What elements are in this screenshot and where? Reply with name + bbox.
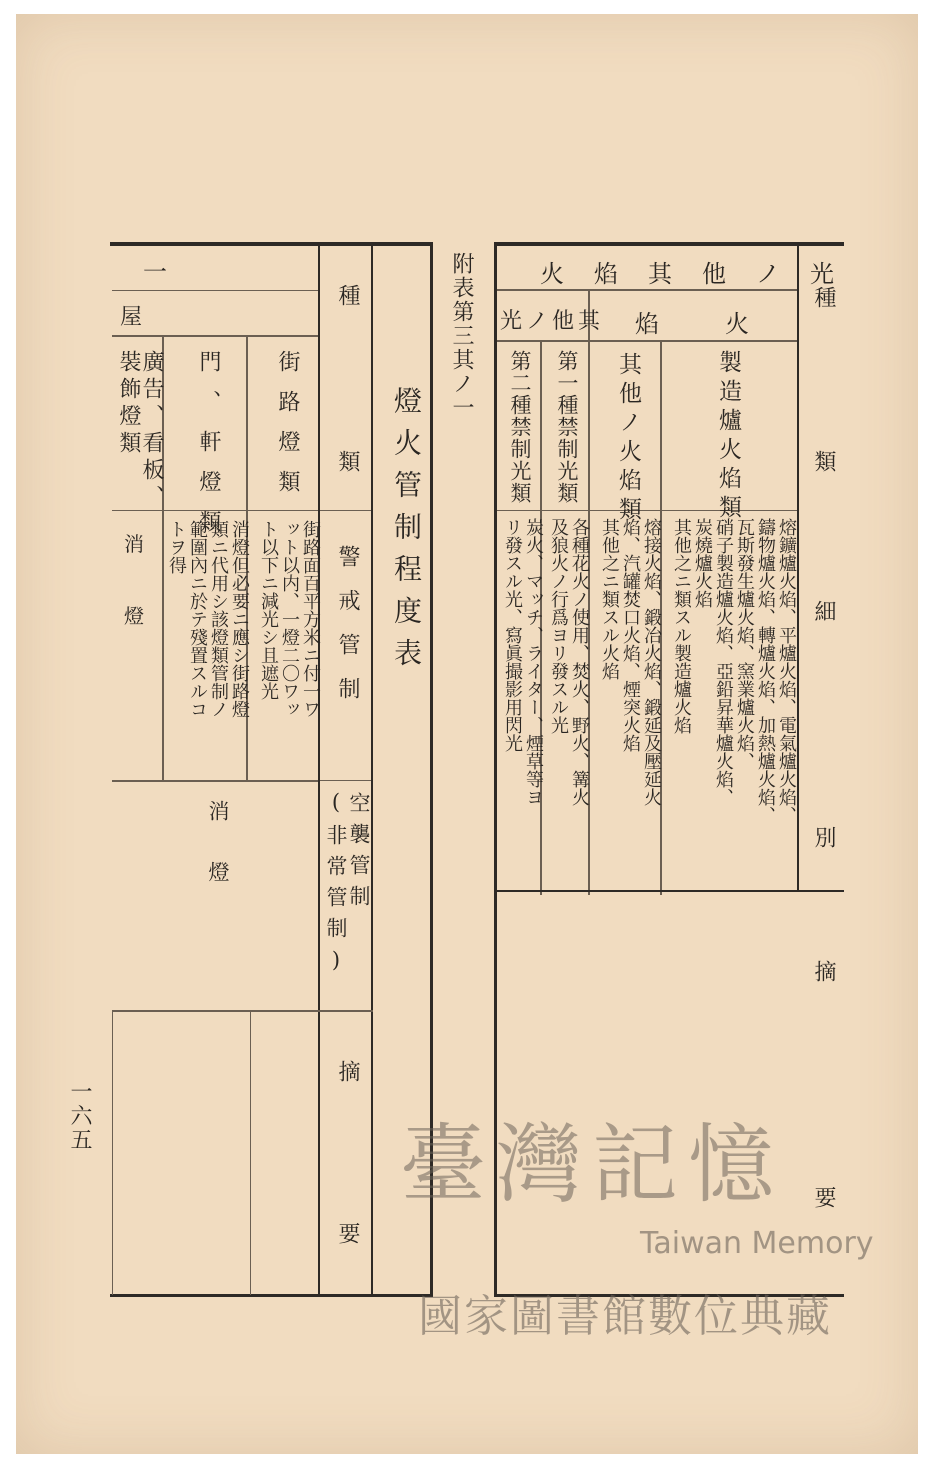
kind-cell-ad-lamp-2: 裝飾燈類 (116, 350, 141, 458)
alert-street-3: ト以下ニ減光シ且遮光 (258, 520, 279, 700)
header-raid-note: (非常管制) (324, 790, 348, 982)
watermark-english: Taiwan Memory (640, 1226, 874, 1261)
detail-furnace-1: 熔鑛爐火焰、平爐火焰、電氣爐火焰、 (776, 518, 797, 824)
detail-ban1-1: 各種花火ノ使用、焚火、野火、篝火 (569, 518, 590, 806)
header-raid: 空襲管制 (347, 792, 371, 916)
alert-street-2: ット以内、一燈二〇ワッ (279, 520, 300, 718)
detail-ban2-2: リ發スル光、寫眞撮影用閃光 (502, 518, 523, 752)
alert-street-1: 街路面百平方米ニ付一ワ (300, 520, 321, 718)
header-note2-left: 要 (335, 1222, 360, 1244)
alert-ad-extinguish-2: 燈 (124, 604, 144, 628)
alert-ad-extinguish-1: 消 (124, 532, 144, 556)
group-other-light: 其他ノ光 (500, 309, 605, 334)
detail-other-2: 焰、汽罐焚口火焰、煙突火焰 (620, 518, 641, 752)
header-kind2-left: 類 (335, 450, 360, 472)
detail-furnace-3: 瓦斯發生爐火焰、窯業爐火焰、 (734, 518, 755, 770)
watermark-chinese: 國家圖書館數位典藏 (418, 1291, 832, 1342)
detail-furnace-5: 炭燒爐火焰 (692, 518, 713, 608)
alert-gate-2: 類ニ代用シ該燈類管制ノ (208, 520, 229, 718)
detail-ban2-1: 炭火、マッチ、ライター、煙草等ヨ (523, 518, 544, 806)
detail-furnace-2: 鑄物爐火焰、轉爐火焰、加熱爐火焰、 (755, 518, 776, 824)
detail-ban1-2: 及狼火ノ行爲ヨリ發スル光 (548, 518, 569, 734)
group-label-a: 一 (143, 258, 167, 286)
header-note-left: 摘 (335, 1060, 360, 1082)
detail-furnace-4: 硝子製造爐火焰、亞鉛昇華爐火焰、 (713, 518, 734, 806)
group-label-b: 屋 (120, 305, 143, 330)
alert-gate-3: 範圍內ニ於テ殘置スルコ (187, 520, 208, 718)
group-top-label: 火焰其他ノ光 (540, 260, 864, 288)
header-kind2-right: 類 (811, 450, 836, 472)
header-kind-right: 種 (811, 286, 836, 308)
watermark-calligraphy: 臺灣記憶 (400, 1115, 784, 1215)
header-alert: 警戒管制 (335, 545, 360, 721)
alert-gate-4: トヲ得 (166, 520, 187, 574)
detail-other-1: 熔接火焰、鍛冶火焰、鍛延及壓延火 (641, 518, 662, 806)
kind-cell-furnace: 製造爐火焰類 (715, 350, 741, 524)
kind-cell-gate-lamp: 門、軒燈類 (196, 350, 221, 550)
kind-cell-ban2: 第二種禁制光類 (508, 350, 532, 504)
raid-extinguish: 消燈 (206, 800, 230, 922)
page-number: 一六五 (67, 1080, 92, 1152)
header-detail-right: 細 (811, 600, 836, 622)
kind-cell-other-flame: 其他ノ火焰類 (615, 352, 641, 526)
table-caption: 附表第三其ノ一 (449, 252, 474, 420)
document-title: 燈火管制程度表 (390, 386, 423, 680)
alert-gate-1: 消燈但必要ニ應シ街路燈 (229, 520, 250, 718)
group-fire-a: 火 (725, 310, 749, 338)
header-kind-left: 種 (335, 284, 360, 306)
detail-furnace-6: 其他之ニ類スル製造爐火焰 (671, 518, 692, 734)
detail-other-3: 其他之ニ類スル火焰 (599, 518, 620, 680)
header-note2-right: 要 (811, 1186, 836, 1208)
kind-cell-street-lamp: 街路燈類 (275, 350, 300, 510)
header-detail2-right: 別 (811, 826, 836, 848)
header-note-right: 摘 (811, 960, 836, 982)
kind-cell-ad-lamp-1: 廣告、看板、 (139, 350, 164, 512)
kind-cell-ban1: 第一種禁制光類 (555, 350, 579, 504)
group-fire-b: 焰 (635, 310, 659, 338)
